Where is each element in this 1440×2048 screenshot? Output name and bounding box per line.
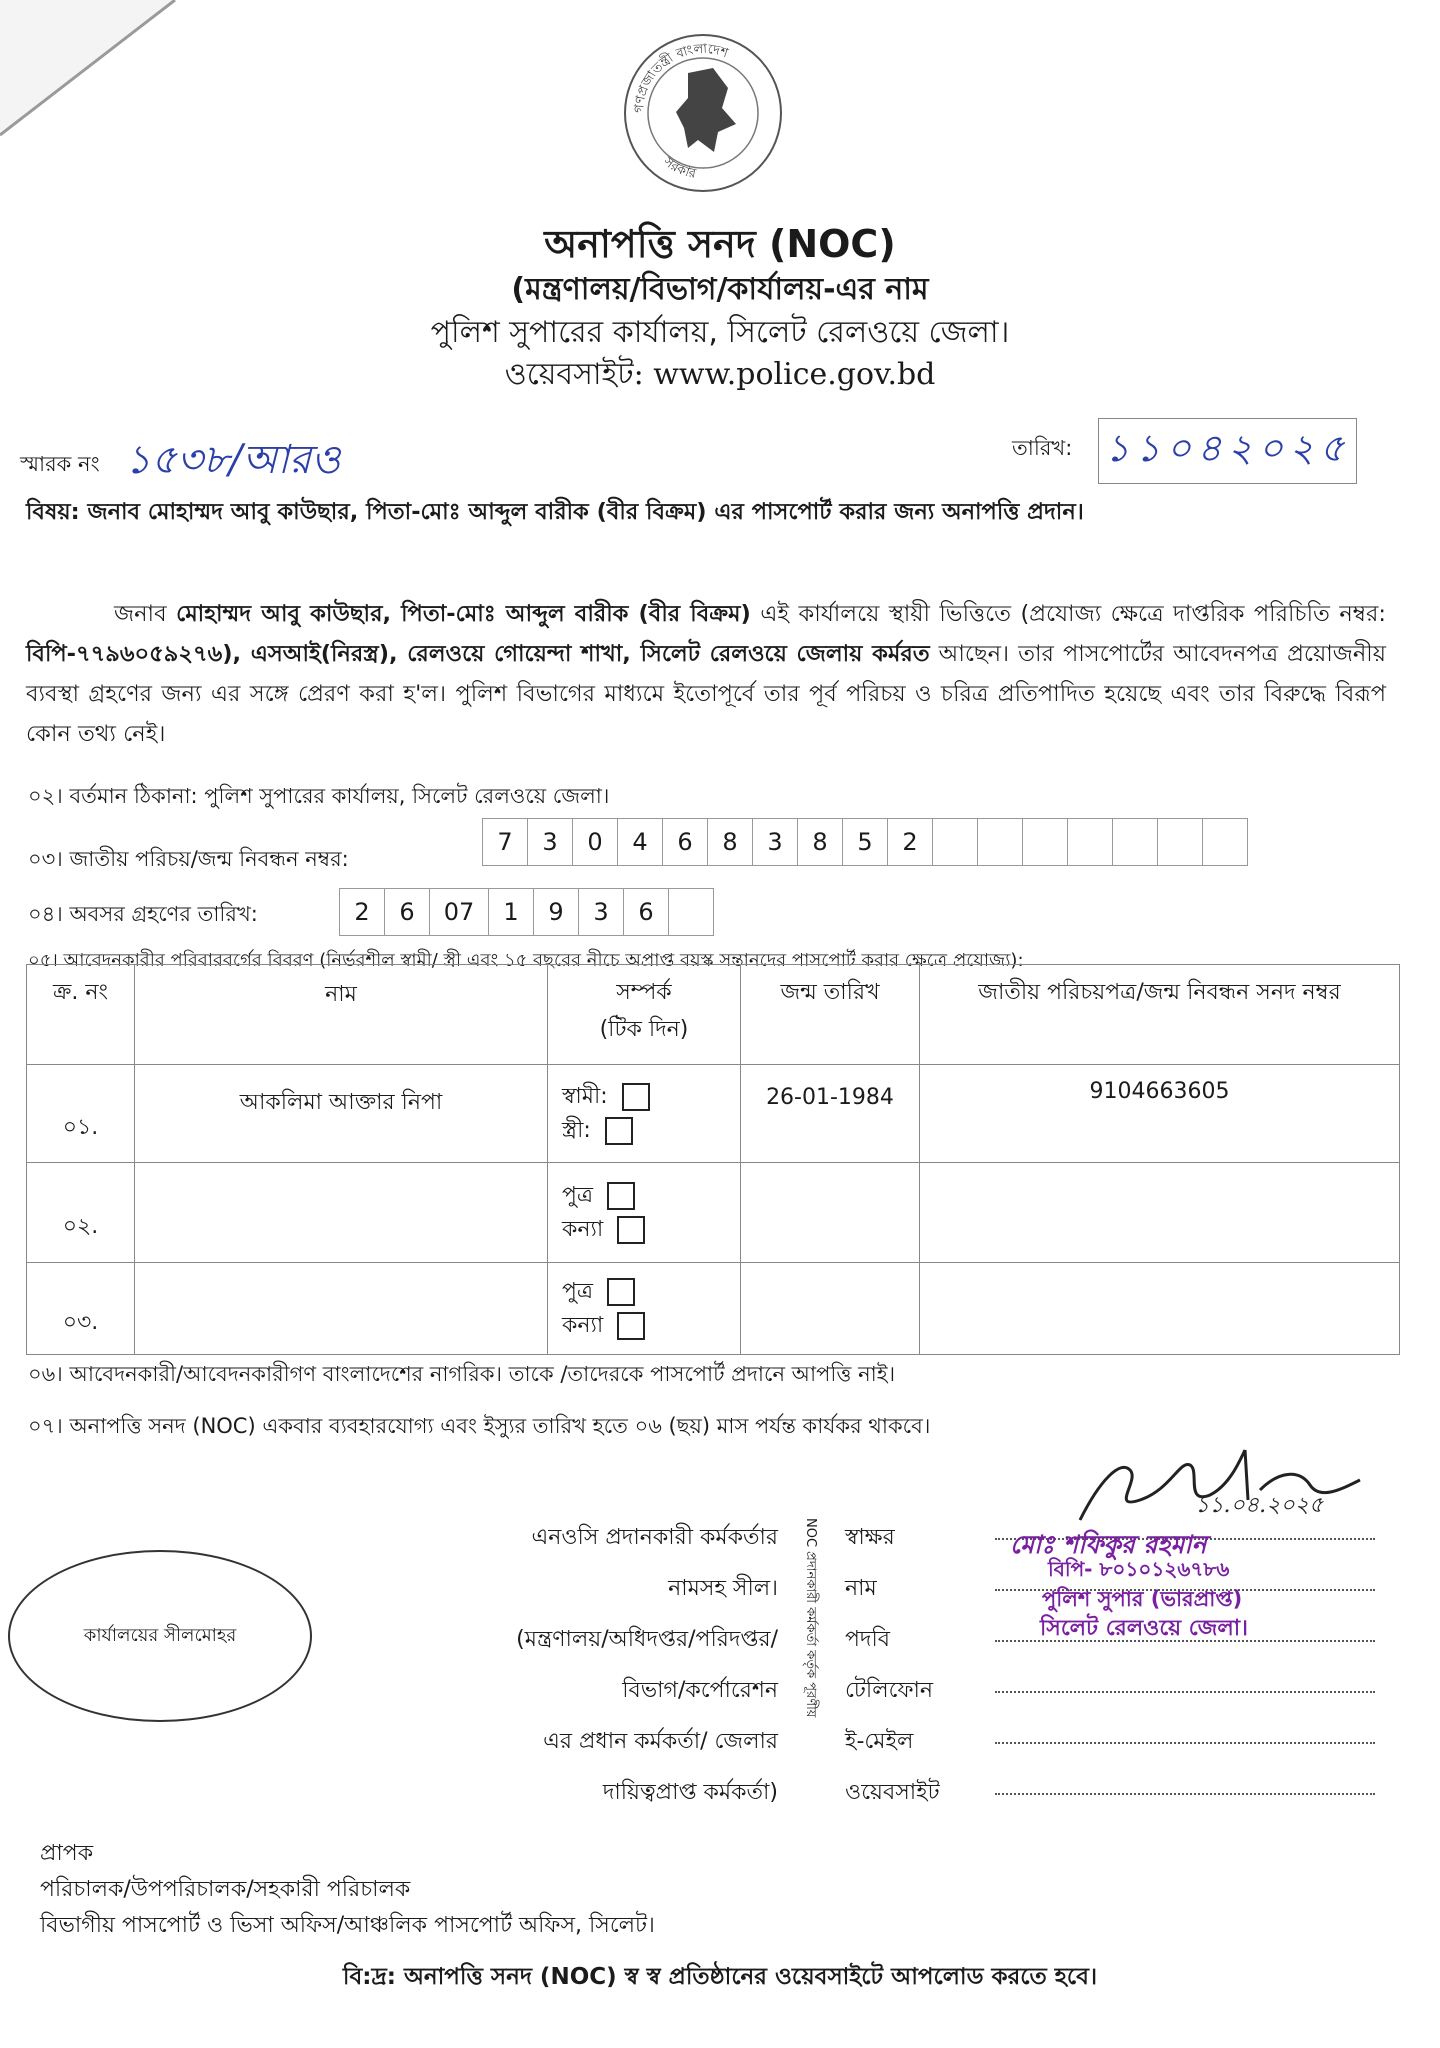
header-name: নাম xyxy=(135,965,548,1065)
header-dob: জন্ম তারিখ xyxy=(741,965,920,1065)
office-line: পুলিশ সুপারের কার্যালয়, সিলেট রেলওয়ে জেলা। xyxy=(430,315,1010,350)
digit-box: 3 xyxy=(578,888,624,936)
officer-stamp-name: মোঃ শফিকুর রহমান xyxy=(1010,1530,1207,1559)
emblem-ring-top-text: গণপ্রজাতন্ত্রী বাংলাদেশ xyxy=(631,41,730,114)
digit-box: 3 xyxy=(752,818,798,866)
digit-box xyxy=(977,818,1023,866)
subject-label: বিষয়: xyxy=(26,499,80,525)
row-dob xyxy=(741,1263,920,1355)
subject-text: জনাব মোহাম্মদ আবু কাউছার, পিতা-মোঃ আব্দুল বারীক (বীর বিক্রম) এর পাসপোর্ট করার জন্য অনাপত্তি প্রদান। xyxy=(87,499,1084,525)
header-relation xyxy=(548,965,741,1065)
field-signature-label: স্বাক্ষর xyxy=(845,1525,895,1550)
item-06-citizenship: ০৬। আবেদনকারী/আবেদনকারীগণ বাংলাদেশের নাগরিক। তাকে /তাদেরকে পাসপোর্ট প্রদানে আপত্তি নাই। xyxy=(28,1362,896,1386)
officer-stamp-bp: বিপি- ৮০১০১২৬৭৮৬ xyxy=(1048,1557,1230,1581)
digit-box xyxy=(1202,818,1248,866)
date-value: ১১০৪২০২৫ xyxy=(1098,418,1357,484)
checkbox[interactable] xyxy=(607,1182,635,1210)
document-title: অনাপত্তি সনদ (NOC) xyxy=(544,222,896,266)
page-corner-fold xyxy=(0,0,200,150)
family-table-header xyxy=(27,965,1400,1065)
date-label: তারিখ: xyxy=(1012,436,1073,460)
field-website-label: ওয়েবসাইট xyxy=(845,1780,940,1805)
digit-box: 1 xyxy=(488,888,534,936)
header-serial: ক্র. নং xyxy=(27,965,135,1065)
digit-box xyxy=(1157,818,1203,866)
relation-option-a: স্বামী: xyxy=(562,1083,608,1109)
office-seal-area xyxy=(8,1550,312,1722)
relation-option-b: কন্যা xyxy=(562,1312,604,1338)
body-text-3: আছেন। তার পাসপোর্টের আবেদনপত্র প্রয়োজনীয় ব্যবস্থা গ্রহণের জন্য এর সঙ্গে প্রেরণ করা হ'ল। পুলিশ বিভাগের মাধ্যমে ইতোপূর্বে তার পূর্ব পরিচয় ও চরিত্র প্রতিপাদিত হয়েছে এবং তার বিরুদ্ধে বিরূপ কোন তথ্য নেই। xyxy=(26,641,1386,747)
table-row xyxy=(27,1065,1400,1163)
memo-label: স্মারক নং xyxy=(20,452,100,476)
recipient-line-1: পরিচালক/উপপরিচালক/সহকারী পরিচালক xyxy=(40,1877,411,1902)
checkbox[interactable] xyxy=(605,1117,633,1145)
digit-box xyxy=(1022,818,1068,866)
issuer-description xyxy=(516,1512,778,1818)
row-nid: 9104663605 xyxy=(920,1065,1400,1163)
emblem-ring-bottom-text: সরকার xyxy=(660,154,698,182)
item-02-address: ০২। বর্তমান ঠিকানা: পুলিশ সুপারের কার্যালয়, সিলেট রেলওয়ে জেলা। xyxy=(28,784,610,808)
row-name: আকলিমা আক্তার নিপা xyxy=(135,1065,548,1163)
issuer-line: নামসহ সীল। xyxy=(668,1576,778,1601)
office-seal-label: কার্যালয়ের সীলমোহর xyxy=(83,1624,237,1646)
relation-option-a: পুত্র xyxy=(562,1278,594,1304)
row-relation xyxy=(548,1263,741,1355)
digit-box: 6 xyxy=(623,888,669,936)
checkbox[interactable] xyxy=(617,1312,645,1340)
row-relation xyxy=(548,1065,741,1163)
retirement-date-boxes xyxy=(340,888,714,936)
row-serial: ০১. xyxy=(27,1065,135,1163)
digit-box: 8 xyxy=(797,818,843,866)
telephone-dotted-line xyxy=(995,1691,1375,1693)
digit-box: 8 xyxy=(707,818,753,866)
checkbox[interactable] xyxy=(622,1083,650,1111)
family-table xyxy=(26,964,1400,1355)
item-05-label: ০৫। আবেদনকারীর পরিবারবর্গের বিবরণ (নির্ভরশীল স্বামী/ স্ত্রী এবং ১৫ বছরের নীচে অপ্রাপ্ত বয়স্ক সন্তানদের পাসপোর্ট করার ক্ষেত্রে প্রযোজ্য): xyxy=(28,950,1024,971)
checkbox[interactable] xyxy=(607,1278,635,1306)
issuer-line: দায়িত্বপ্রাপ্ত কর্মকর্তা) xyxy=(602,1780,778,1805)
field-designation-label: পদবি xyxy=(845,1627,891,1652)
digit-box: 0 xyxy=(572,818,618,866)
header-relation-sub: (টিক দিন) xyxy=(599,1017,689,1042)
checkbox[interactable] xyxy=(617,1216,645,1244)
applicant-name: মোহাম্মদ আবু কাউছার, পিতা-মোঃ আব্দুল বারীক (বীর বিক্রম) xyxy=(176,601,751,627)
digit-box: 4 xyxy=(617,818,663,866)
digit-box: 7 xyxy=(482,818,528,866)
relation-option-a: পুত্র xyxy=(562,1182,594,1208)
header-relation-label: সম্পর্ক xyxy=(616,980,672,1005)
recipient-label: প্রাপক xyxy=(40,1841,94,1866)
field-email-label: ই-মেইল xyxy=(845,1729,914,1754)
digit-box: 2 xyxy=(887,818,933,866)
row-nid xyxy=(920,1263,1400,1355)
issuer-line: (মন্ত্রণালয়/অধিদপ্তর/পরিদপ্তর/ xyxy=(516,1627,778,1652)
row-serial: ০২. xyxy=(27,1163,135,1263)
body-paragraph xyxy=(26,594,1386,754)
website-line: ওয়েবসাইট: www.police.gov.bd xyxy=(504,357,936,392)
item-03-label: ০৩। জাতীয় পরিচয়/জন্ম নিবন্ধন নম্বর: xyxy=(28,847,349,871)
svg-text:সরকার xyxy=(660,154,698,182)
field-telephone-label: টেলিফোন xyxy=(845,1678,934,1703)
table-row xyxy=(27,1163,1400,1263)
officer-stamp-designation: পুলিশ সুপার (ভারপ্রাপ্ত) xyxy=(1042,1587,1243,1611)
digit-box xyxy=(668,888,714,936)
recipient-block xyxy=(40,1836,655,1944)
header-nid: জাতীয় পরিচয়পত্র/জন্ম নিবন্ধন সনদ নম্বর xyxy=(920,965,1400,1065)
row-name xyxy=(135,1263,548,1355)
digit-box: 3 xyxy=(527,818,573,866)
row-name xyxy=(135,1163,548,1263)
digit-box xyxy=(932,818,978,866)
digit-box xyxy=(1067,818,1113,866)
footer-note: বি:দ্র: অনাপত্তি সনদ (NOC) স্ব স্ব প্রতিষ্ঠানের ওয়েবসাইটে আপলোড করতে হবে। xyxy=(342,1964,1098,1990)
vertical-note: NOC প্রদানকারী কর্মকর্তা কর্তৃক পূরণীয় xyxy=(803,1518,818,1718)
digit-box: 5 xyxy=(842,818,888,866)
subject-line xyxy=(26,492,1396,532)
signature-fields xyxy=(845,1512,940,1818)
issuer-line: এর প্রধান কর্মকর্তা/ জেলার xyxy=(543,1729,778,1754)
signature-date: ১১.০৪.২০২৫ xyxy=(1195,1493,1324,1518)
recipient-line-2: বিভাগীয় পাসপোর্ট ও ভিসা অফিস/আঞ্চলিক পাসপোর্ট অফিস, সিলেট। xyxy=(40,1913,655,1938)
relation-option-b: স্ত্রী: xyxy=(562,1117,591,1143)
row-dob: 26-01-1984 xyxy=(741,1065,920,1163)
item-04-label: ০৪। অবসর গ্রহণের তারিখ: xyxy=(28,902,258,926)
digit-box xyxy=(1112,818,1158,866)
government-emblem-icon xyxy=(618,28,788,198)
digit-box: 9 xyxy=(533,888,579,936)
digit-box: 6 xyxy=(384,888,430,936)
item-07-validity: ০৭। অনাপত্তি সনদ (NOC) একবার ব্যবহারযোগ্য এবং ইস্যুর তারিখ হতে ০৬ (ছয়) মাস পর্যন্ত কার্যকর থাকবে। xyxy=(28,1414,931,1438)
row-dob xyxy=(741,1163,920,1263)
website-dotted-line xyxy=(995,1793,1375,1795)
email-dotted-line xyxy=(995,1742,1375,1744)
row-serial: ০৩. xyxy=(27,1263,135,1355)
field-name-label: নাম xyxy=(845,1576,877,1601)
body-text-1: জনাব xyxy=(114,601,177,627)
officer-stamp-office: সিলেট রেলওয়ে জেলা। xyxy=(1040,1616,1249,1641)
digit-box: 07 xyxy=(429,888,489,936)
relation-option-b: কন্যা xyxy=(562,1216,604,1242)
digit-box: 2 xyxy=(339,888,385,936)
memo-number: ১৫৩৮/আরও xyxy=(125,437,341,483)
issuer-line: এনওসি প্রদানকারী কর্মকর্তার xyxy=(531,1525,778,1550)
applicant-id-posting: বিপি-৭৭৯৬০৫৯২৭৬), এসআই(নিরস্ত্র), রেলওয়ে গোয়েন্দা শাখা, সিলেট রেলওয়ে জেলায় কর্মরত xyxy=(26,641,930,667)
nid-digit-boxes xyxy=(483,818,1248,866)
ministry-line: (মন্ত্রণালয়/বিভাগ/কার্যালয়-এর নাম xyxy=(511,272,929,307)
table-row xyxy=(27,1263,1400,1355)
row-nid xyxy=(920,1163,1400,1263)
digit-box: 6 xyxy=(662,818,708,866)
row-relation xyxy=(548,1163,741,1263)
issuer-line: বিভাগ/কর্পোরেশন xyxy=(622,1678,778,1703)
body-text-2: এই কার্যালয়ে স্থায়ী ভিত্তিতে (প্রযোজ্য ক্ষেত্রে দাপ্তরিক পরিচিতি নম্বর: xyxy=(750,601,1386,627)
